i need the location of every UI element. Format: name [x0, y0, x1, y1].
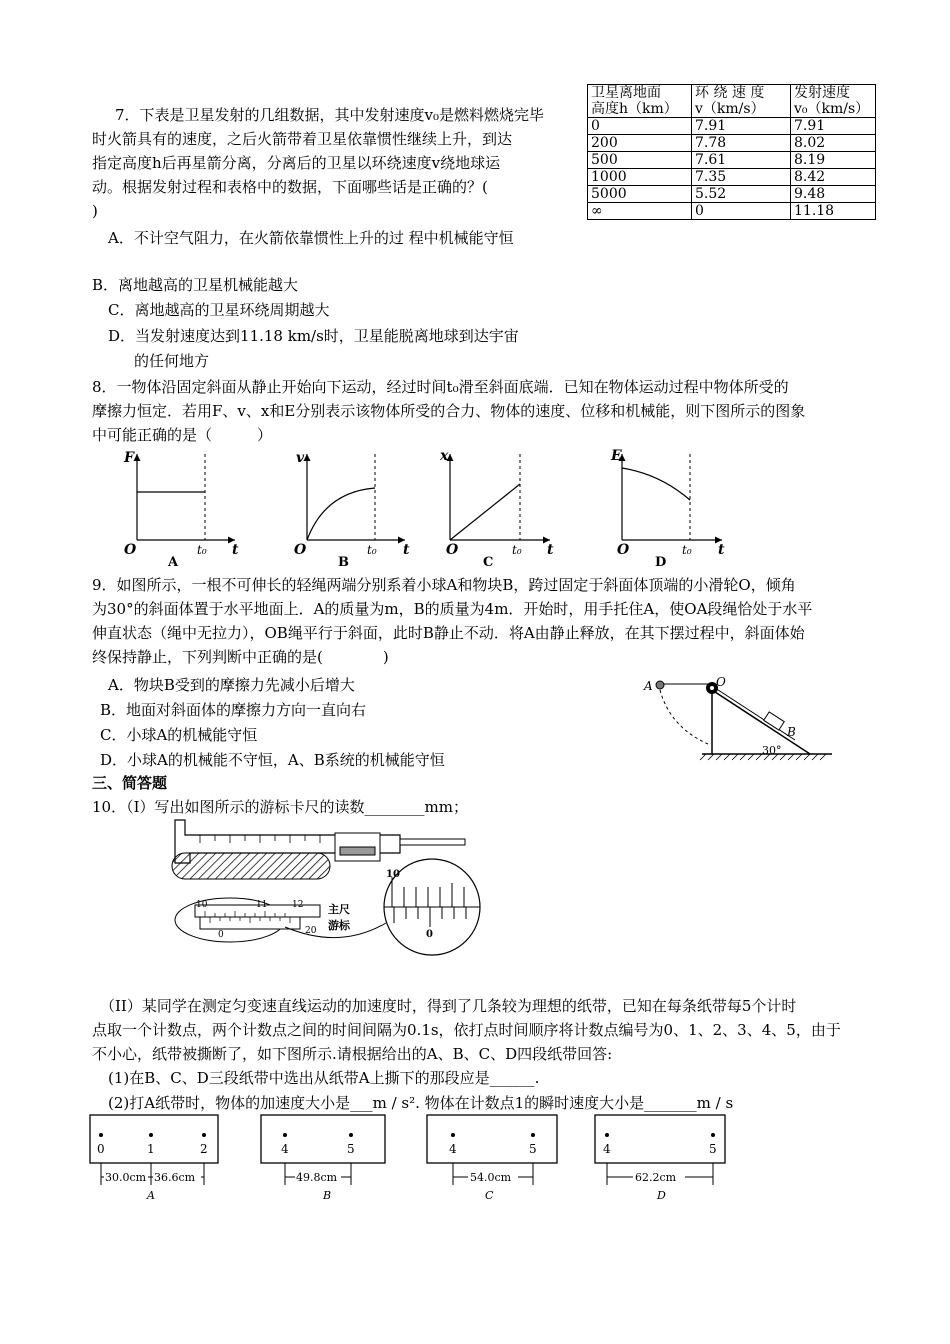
tape-d-point-4: 4 — [603, 1142, 611, 1156]
tape-c-point-5: 5 — [529, 1142, 537, 1156]
graph-b-t0: t₀ — [367, 543, 377, 557]
tape-b — [261, 1115, 385, 1202]
table-row: 1000 7.35 8.42 — [588, 169, 876, 186]
measured-object — [172, 853, 330, 879]
table-row: 500 7.61 8.19 — [588, 152, 876, 169]
graph-c-origin: O — [446, 542, 459, 558]
tape-c — [427, 1115, 557, 1202]
graph-d-t0: t₀ — [682, 543, 692, 557]
table-row: ∞ 0 11.18 — [588, 203, 876, 220]
tape-c-label: C — [485, 1189, 494, 1202]
q10-part2-line-3: 不小心，纸带被撕断了，如下图所示.请根据给出的A、B、C、D四段纸带回答: — [92, 1045, 613, 1063]
q9-option-c: C．小球A的机械能守恒 — [100, 726, 258, 744]
q7-line-3: 指定高度h后再星箭分离，分离后的卫星以环绕速度v绕地球运 — [92, 154, 501, 172]
q8-line-3: 中可能正确的是（ ） — [92, 426, 273, 444]
tape-b-dist: 49.8cm — [296, 1171, 338, 1184]
graph-d-ylabel: E — [611, 448, 622, 464]
graph-d-origin: O — [617, 542, 630, 558]
q7-option-a: A．不计空气阻力，在火箭依靠惯性上升的过 程中机械能守恒 — [108, 229, 514, 247]
tape-a-dist-2: 36.6cm — [154, 1171, 196, 1184]
scale-num-12: 12 — [292, 900, 304, 910]
tape-a-point-2: 2 — [200, 1142, 208, 1156]
q9-line-4: 终保持静止，下列判断中正确的是( ) — [92, 648, 389, 666]
graph-c-label: C — [483, 555, 494, 570]
graph-c — [439, 448, 554, 570]
graph-b-ylabel: v — [296, 450, 305, 466]
q9-line-3: 伸直状态（绳中无拉力），OB绳平行于斜面，此时B静止不动．将A由静止释放，在其下摆过程中，斜面体始 — [92, 624, 805, 642]
q7-line-4: 动。根据发射过程和表格中的数据，下面哪些话是正确的？( — [92, 178, 488, 196]
q7-option-d: D．当发射速度达到11.18 km/s时，卫星能脱离地球到达宇宙 — [108, 327, 519, 345]
label-main-scale: 主尺 — [328, 903, 350, 916]
satellite-table — [587, 84, 876, 220]
q7-option-c: C．离地越高的卫星环绕周期越大 — [108, 301, 330, 319]
q8-graphs — [0, 442, 950, 572]
zoom-num-10: 10 — [386, 869, 400, 880]
tape-d — [595, 1115, 725, 1202]
table-header-row — [588, 85, 876, 118]
table-header-cell: 发射速度 v₀（km/s） — [791, 85, 876, 118]
graph-d-curve — [622, 468, 690, 500]
label-vernier: 游标 — [328, 919, 350, 932]
graph-c-t: t — [547, 542, 554, 558]
tape-a-label: A — [147, 1189, 155, 1202]
tape-d-dist: 62.2cm — [635, 1171, 677, 1184]
table-row: 5000 5.52 9.48 — [588, 186, 876, 203]
q10-part1: 10．（I）写出如图所示的游标卡尺的读数________mm； — [92, 798, 468, 816]
graph-b-t: t — [403, 542, 410, 558]
q8-line-2: 摩擦力恒定．若用F、v、x和E分别表示该物体所受的合力、物体的速度、位移和机械能，则下图所示的图象 — [92, 402, 806, 420]
tape-a-point-1: 1 — [147, 1142, 155, 1156]
q9-option-d: D．小球A的机械能不守恒，A、B系统的机械能守恒 — [100, 751, 445, 769]
tape-b-point-5: 5 — [347, 1142, 355, 1156]
q8-line-1: 8．一物体沿固定斜面从静止开始向下运动，经过时间t₀滑至斜面底端．已知在物体运动过程中物体所受的 — [92, 378, 789, 396]
scale-num-20: 20 — [305, 926, 317, 936]
graph-b — [294, 450, 410, 570]
q10-part2-line-5: (2)打A纸带时，物体的加速度大小是___m / s². 物体在计数点1的瞬时速度大小是_______m / s — [108, 1094, 734, 1112]
scale-num-10: 10 — [196, 900, 208, 910]
tape-a — [90, 1115, 218, 1202]
table-header-cell: 环 绕 速 度 v（km/s） — [692, 85, 791, 118]
q7-line-2: 时火箭具有的速度，之后火箭带着卫星依靠惯性继续上升，到达 — [92, 130, 513, 148]
graph-d-t: t — [718, 542, 725, 558]
graph-b-origin: O — [294, 542, 307, 558]
q7-option-d-cont: 的任何地方 — [134, 352, 210, 370]
vernier-caliper-figure — [160, 815, 480, 955]
tape-a-point-0: 0 — [97, 1142, 105, 1156]
label-o: O — [716, 675, 726, 689]
graph-a-t: t — [232, 542, 239, 558]
graph-d — [610, 448, 725, 570]
tape-c-point-4: 4 — [449, 1142, 457, 1156]
q10-part2-line-4: (1)在B、C、D三段纸带中选出从纸带A上撕下的那段应是______. — [108, 1069, 540, 1087]
q7-line-5: ) — [92, 202, 98, 220]
graph-c-ylabel: x — [440, 448, 449, 464]
label-b: B — [787, 725, 796, 739]
graph-c-curve — [450, 484, 520, 540]
q7-line-1: 7．下表是卫星发射的几组数据，其中发射速度v₀是燃料燃烧完毕 — [115, 106, 545, 124]
tape-d-point-5: 5 — [709, 1142, 717, 1156]
scale-num-11: 11 — [256, 900, 268, 910]
tape-c-dist: 54.0cm — [470, 1171, 512, 1184]
tape-b-point-4: 4 — [281, 1142, 289, 1156]
label-a: A — [644, 679, 653, 693]
paper-tapes — [85, 1113, 785, 1203]
graph-a-t0: t₀ — [197, 543, 207, 557]
table-header-cell: 卫星离地面 高度h（km） — [588, 85, 692, 118]
graph-d-label: D — [655, 555, 667, 570]
q10-part2-line-1: （II）某同学在测定匀变速直线运动的加速度时，得到了几条较为理想的纸带，已知在每条纸带每5个计时 — [100, 997, 797, 1015]
graph-c-t0: t₀ — [512, 543, 522, 557]
block-b — [764, 712, 785, 730]
ball-a — [656, 681, 664, 689]
q9-option-a: A．物块B受到的摩擦力先减小后增大 — [108, 676, 355, 694]
graph-a-label: A — [168, 555, 179, 570]
graph-a-origin: O — [124, 542, 137, 558]
q9-line-2: 为30°的斜面体置于水平地面上．A的质量为m，B的质量为4m．开始时，用手托住A，使OA段绳恰处于水平 — [92, 600, 813, 618]
table-row: 200 7.78 8.02 — [588, 135, 876, 152]
graph-b-label: B — [338, 555, 349, 570]
q9-option-b: B．地面对斜面体的摩擦力方向一直向右 — [100, 701, 367, 719]
table-row: 0 7.91 7.91 — [588, 118, 876, 135]
q9-line-1: 9．如图所示，一根不可伸长的轻绳两端分别系着小球A和物块B，跨过固定于斜面体顶端的小滑轮O，倾角 — [92, 576, 796, 594]
zoom-num-0: 0 — [426, 929, 433, 940]
q10-part2-line-2: 点取一个计数点，两个计数点之间的时间间隔为0.1s，依打点时间顺序将计数点编号为0、1、2、3、4、5，由于 — [92, 1021, 841, 1039]
q9-incline-figure — [640, 672, 840, 772]
tape-d-label: D — [657, 1189, 666, 1202]
tape-a-dist-1: 30.0cm — [105, 1171, 147, 1184]
graph-a — [123, 450, 239, 570]
graph-a-ylabel: F — [124, 450, 134, 466]
q7-option-b: B．离地越高的卫星机械能越大 — [92, 276, 299, 294]
scale-num-0: 0 — [218, 930, 224, 940]
section-3-title: 三、简答题 — [92, 774, 168, 792]
tape-b-label: B — [323, 1189, 332, 1202]
graph-b-curve — [307, 488, 375, 540]
label-angle: 30° — [762, 744, 782, 757]
